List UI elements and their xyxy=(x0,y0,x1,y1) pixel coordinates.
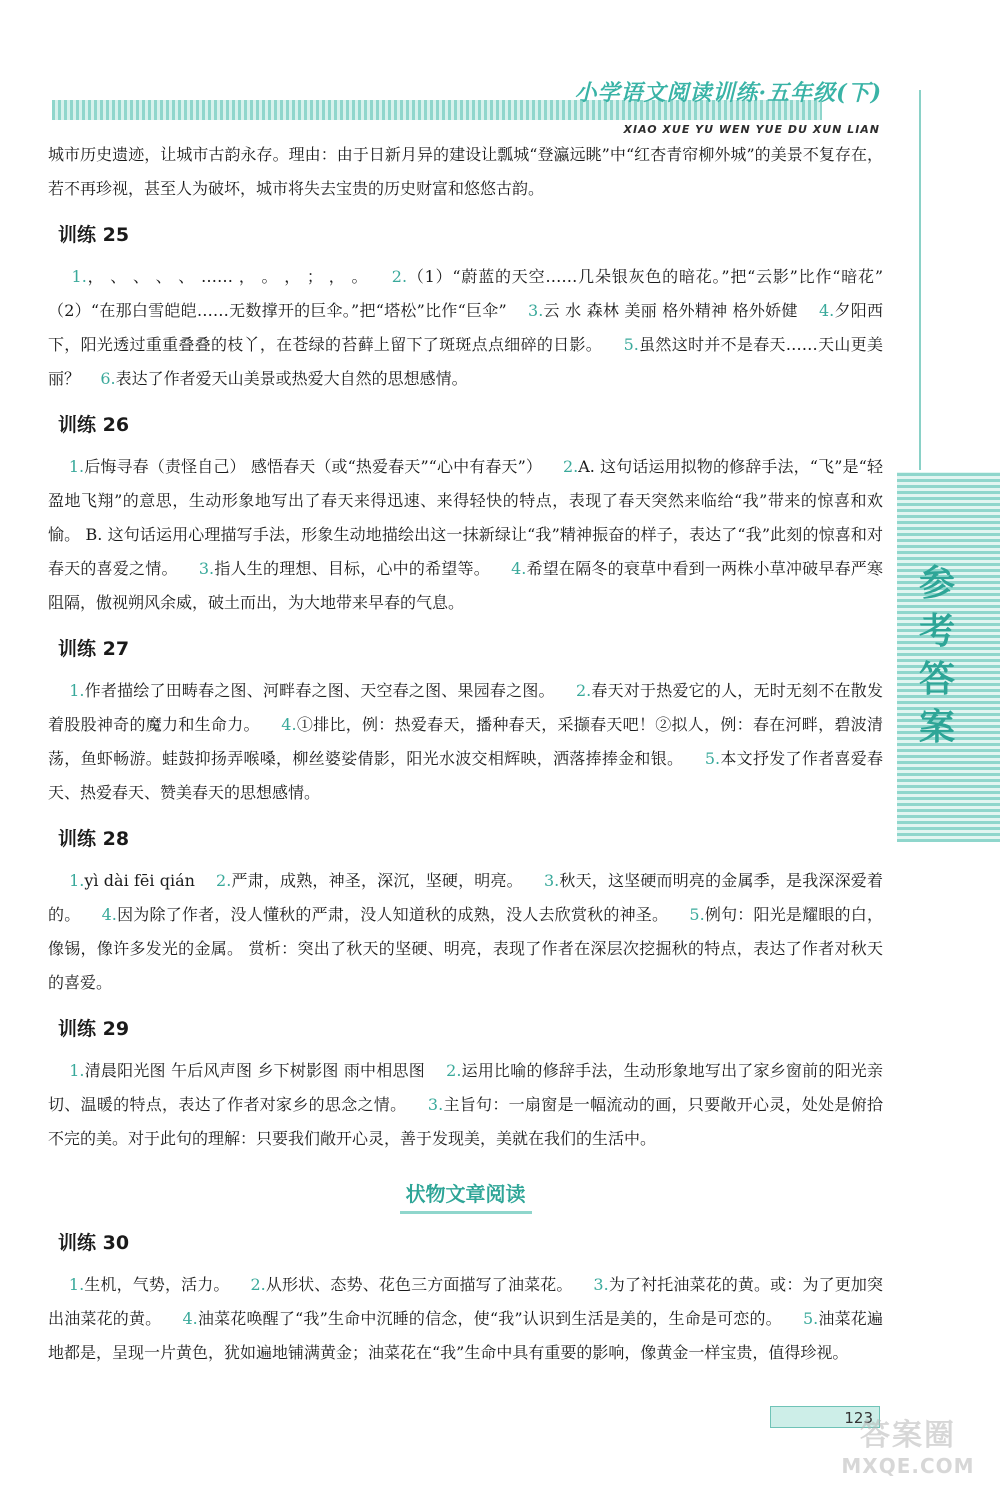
answer-text: 主旨句：一扇窗是一幅流动的画，只要敞开心灵，处处是俯拾不完的美。对于此句的理解：只要我们敞开心灵，善于发现美，美就在我们的生活中。 xyxy=(48,1095,883,1148)
answer-number: 4. xyxy=(101,905,117,924)
answer-number: 4. xyxy=(511,559,527,578)
answer-number: 1. xyxy=(68,1275,85,1294)
answer-text: 严肃，成熟，神圣，深沉，坚硬，明亮。 xyxy=(231,871,523,890)
answer-text: 作者描绘了田畴春之图、河畔春之图、天空春之图、果园春之图。 xyxy=(84,681,555,700)
section-title: 训练 29 xyxy=(58,1018,130,1040)
category-heading-wrap xyxy=(48,1178,883,1214)
answer-paragraph xyxy=(48,1268,883,1370)
answer-text: 夕阳西下，阳光透过重重叠叠的枝丫，在苍绿的苔藓上留下了斑斑点点细碎的日影。 xyxy=(48,301,884,354)
answer-number: 1. xyxy=(69,1061,85,1080)
watermark-url: MXQE.COM xyxy=(841,1454,975,1478)
answer-text: 运用比喻的修辞手法，生动形象地写出了家乡窗前的阳光亲切、温暖的特点，表达了作者对家乡的思念之情。 xyxy=(48,1061,884,1114)
book-title-pinyin: XIAO XUE YU WEN YUE DU XUN LIAN xyxy=(623,123,880,136)
answer-number: 2. xyxy=(391,267,408,286)
answer-text: 秋天，这坚硬而明亮的金属季，是我深深爱着的。 xyxy=(48,871,883,924)
answer-number: 3. xyxy=(593,1275,609,1294)
answer-number: 5. xyxy=(704,749,721,768)
answer-number: 6. xyxy=(100,369,116,388)
side-tab-char: 参 xyxy=(918,563,955,604)
answer-text: ， 、 、 、 、 …… ， 。 ， ； ， 。 xyxy=(86,267,369,286)
answer-text: 生机，气势，活力。 xyxy=(84,1275,230,1294)
answer-number: 2. xyxy=(446,1061,462,1080)
answer-text: 油菜花遍地都是，呈现一片黄色，犹如遍地铺满黄金；油菜花在“我”生命中具有重要的影响，像黄金一样宝贵，值得珍视。 xyxy=(48,1309,883,1362)
side-tab-char: 案 xyxy=(918,707,955,748)
section-title: 训练 25 xyxy=(58,224,130,246)
answer-number: 2. xyxy=(575,681,592,700)
answer-text: yì dài fēi qián xyxy=(84,871,195,890)
answer-number: 4. xyxy=(819,301,835,320)
answer-text: ①排比，例：热爱春天，播种春天，采撷春天吧！②拟人，例：春在河畔，碧波清荡，鱼虾畅游。蛙鼓抑扬弄喉嗓，柳丝婆娑倩影，阳光水波交相辉映，洒落捧捧金和银。 xyxy=(48,715,883,768)
answer-text: 指人生的理想、目标，心中的希望等。 xyxy=(214,559,490,578)
answer-number: 1. xyxy=(69,681,85,700)
section-title: 训练 30 xyxy=(58,1232,130,1254)
section-title: 训练 28 xyxy=(58,828,130,850)
section-title: 训练 26 xyxy=(58,414,130,436)
answer-number: 1. xyxy=(71,267,87,286)
answer-paragraph xyxy=(48,1054,883,1156)
answer-text: 从形状、态势、花色三方面描写了油菜花。 xyxy=(265,1275,573,1294)
answer-text: A. 这句话运用拟物的修辞手法，“飞”是“轻盈地飞翔”的意思，生动形象地写出了春天来得迅速、来得轻快的特点，表现了春天突然来临给“我”带来的惊喜和欢愉。 B. 这句话运用心理描写手法，形象生动地描绘出这一抹新绿让“我”精神振奋的样子，表达了“我”此刻的惊喜和对春天的喜爱之情。 xyxy=(48,457,883,578)
answer-text: 清晨阳光图 午后风声图 乡下树影图 雨中相思图 xyxy=(84,1061,425,1080)
side-tab-label xyxy=(907,560,967,752)
answer-text: 表达了作者爱天山美景或热爱大自然的思想感情。 xyxy=(115,369,468,388)
answer-text: （1）“蔚蓝的天空……几朵银灰色的暗花。”把“云影”比作“暗花” （2）“在那白雪皑皑……无数撑开的巨伞。”把“塔松”比作“巨伞” xyxy=(48,267,884,320)
answer-text: 春天对于热爱它的人，无时无刻不在散发着股股神奇的魔力和生命力。 xyxy=(48,681,883,734)
answer-number: 3. xyxy=(427,1095,444,1114)
answer-text: 油菜花唤醒了“我”生命中沉睡的信念，使“我”认识到生活是美的，生命是可恋的。 xyxy=(197,1309,782,1328)
answer-text: 后悔寻春（责怪自己） 感悟春天（或“热爱春天”“心中有春天”） xyxy=(84,457,543,476)
answer-paragraph xyxy=(48,864,883,1000)
answer-text: 云 水 森林 美丽 格外精神 格外娇健 xyxy=(543,301,798,320)
answer-number: 5. xyxy=(689,905,705,924)
answer-paragraph xyxy=(48,674,883,810)
answer-text: 虽然这时并不是春天……天山更美丽？ xyxy=(48,335,883,388)
answer-content xyxy=(48,138,883,1370)
category-heading: 状物文章阅读 xyxy=(400,1178,532,1214)
answer-number: 5. xyxy=(802,1309,819,1328)
header-divider xyxy=(919,90,921,470)
answer-number: 4. xyxy=(281,715,297,734)
answer-text: 本文抒发了作者喜爱春天、热爱春天、赞美春天的思想感情。 xyxy=(48,749,883,802)
answer-number: 2. xyxy=(250,1275,266,1294)
book-title: 小学语文阅读训练·五年级(下) xyxy=(574,80,882,106)
intro-paragraph: 城市历史遗迹，让城市古韵永存。理由：由于日新月异的建设让瓢城“登瀛远眺”中“红杏青帘柳外城”的美景不复存在，若不再珍视，甚至人为破坏，城市将失去宝贵的历史财富和悠悠古韵。 xyxy=(48,145,883,198)
section-title: 训练 27 xyxy=(58,638,130,660)
answer-text: 希望在隔冬的衰草中看到一两株小草冲破早春严寒阻隔，傲视朔风余威，破土而出，为大地带来早春的气息。 xyxy=(48,559,883,612)
answer-paragraph xyxy=(48,450,883,620)
answer-text: 因为除了作者，没人懂秋的严肃，没人知道秋的成熟，没人去欣赏秋的神圣。 xyxy=(116,905,669,924)
side-tab-char: 考 xyxy=(918,611,955,652)
answer-paragraph xyxy=(48,260,883,396)
watermark-logo-text: 答案圈 xyxy=(860,1418,956,1453)
answer-number: 1. xyxy=(69,871,85,890)
answer-number: 2. xyxy=(562,457,579,476)
side-tab-char: 答 xyxy=(918,659,955,700)
answer-number: 3. xyxy=(198,559,215,578)
answer-number: 3. xyxy=(528,301,544,320)
answer-number: 5. xyxy=(623,335,639,354)
answer-text: 为了衬托油菜花的黄。或：为了更加突出油菜花的黄。 xyxy=(48,1275,884,1328)
answer-number: 4. xyxy=(182,1309,198,1328)
answer-text: 例句：阳光是耀眼的白，像锡，像许多发光的金属。 赏析：突出了秋天的坚硬、明亮，表现了作者在深层次挖掘秋的特点，表达了作者对秋天的喜爱。 xyxy=(48,905,883,992)
answer-number: 1. xyxy=(68,457,85,476)
page-number: 123 xyxy=(770,1406,880,1428)
answer-number: 2. xyxy=(216,871,232,890)
answer-number: 3. xyxy=(543,871,560,890)
